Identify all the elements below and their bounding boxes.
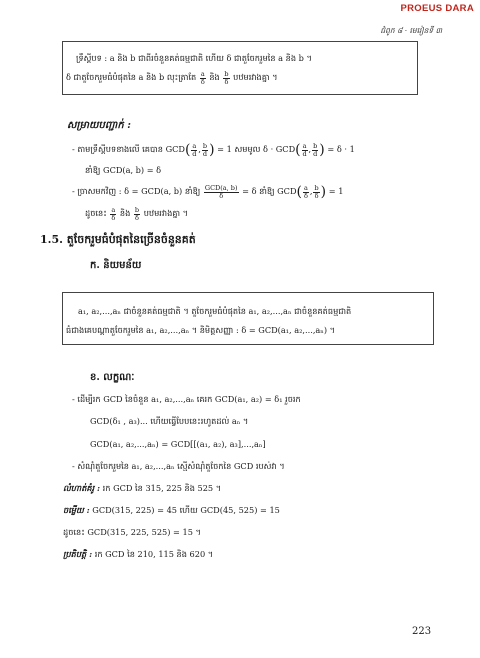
fraction: $\frac{b}{d}$ <box>202 142 208 158</box>
fraction: $\frac{b}{\delta}$ <box>314 184 319 200</box>
proof-item-2-and: និង <box>119 208 131 218</box>
proof-item-1-text-a: - តាមទ្រឹស្តីបទខាងលើ គេបាន GCD <box>72 144 185 154</box>
property-1-line-3: GCD(a₁, a₂,...,aₙ) = GCD[[(a₁, a₂), a₃],...,aₙ] <box>90 439 266 449</box>
fraction: $\frac{a}{\delta}$ <box>303 184 308 200</box>
proof-heading: សម្រាយបញ្ជាក់ : <box>67 120 131 131</box>
example-line <box>63 484 221 492</box>
proof-item-2-text-b: = δ នាំឱ្យ GCD <box>242 186 297 196</box>
fraction-a-over-delta: $\frac{a}{\delta}$ <box>200 70 205 86</box>
fraction: $\frac{b}{\delta}$ <box>134 206 140 222</box>
proof-item-1: - តាមទ្រឹស្តីបទខាងលើ គេបាន GCD( $\frac{a}{d}$ , $\frac{b}{d}$ ) = 1 សមមូល δ · GCD( $\frac{a}{d}$ , $\frac{b}{d}$ ) = δ · 1 <box>72 142 355 158</box>
answer-label: ចម្លើយ : <box>63 505 90 515</box>
proof-item-2-conclusion-b: បឋមរវាងគ្នា ។ <box>143 208 189 218</box>
answer-text: GCD(315, 225) = 45 ហើយ GCD(45, 525) = 15 <box>92 505 280 515</box>
fraction: $\frac{a}{d}$ <box>302 142 307 158</box>
theorem-text-b: បឋមរវាងគ្នា ។ <box>233 72 278 82</box>
definition-box <box>62 292 434 345</box>
example-text: រក GCD នៃ 315, 225 និង 525 ។ <box>102 483 222 493</box>
proof-item-2-conclusion-a: ដូចនេះ <box>85 208 107 218</box>
section-title: 1.5. តួចែករួមធំបំផុតនៃច្រើនចំនួនគត់ <box>40 233 196 246</box>
property-2: - សំណុំតួចែករួមនៃ a₁, a₂,...,aₙ ស្មើសំណុំតួចែកនៃ GCD របស់វា ។ <box>72 461 285 471</box>
fraction: $\frac{a}{\delta}$ <box>111 206 116 222</box>
proof-item-2-line-2 <box>85 207 188 221</box>
proof-item-1-line-2: នាំឱ្យ GCD(a, b) = δ <box>85 165 162 175</box>
theorem-box <box>62 41 418 95</box>
exercise-text: រក GCD នៃ 210, 115 និង 620 ។ <box>94 549 214 559</box>
proof-item-1-text-c: = δ · 1 <box>327 144 355 154</box>
example-label: លំហាត់គំរូ : <box>63 483 101 493</box>
fraction: $\frac{b}{d}$ <box>313 142 318 158</box>
subsection-definition: ក. និយមន័យ <box>90 260 142 271</box>
theorem-line-1: ទ្រឹស្តីបទ : a និង b ជាពីរចំនួនគត់ធម្មជាតិ ហើយ δ ជាតួចែករួមនៃ a និង b ។ <box>76 53 312 63</box>
answer-conclusion: ដូចនេះ GCD(315, 225, 525) = 15 ។ <box>63 527 201 537</box>
fraction: $\frac{\text{GCD(a, b)}}{\delta}$ <box>204 184 238 200</box>
fraction-b-over-delta: $\frac{b}{\delta}$ <box>224 70 229 86</box>
proof-item-2: - ច្រាសមកវិញ : δ = GCD(a, b) នាំឱ្យ $\frac{\text{GCD(a, b)}}{\delta}$ = δ នាំឱ្យ GCD( $\frac{a}{\delta}$ , $\frac{b}{\delta}$ ) = 1 <box>72 184 344 200</box>
theorem-and: និង <box>209 72 220 82</box>
theorem-line-2 <box>66 71 278 85</box>
running-head: ជំពូក ៨ · មេរៀនទី ៣ <box>380 26 442 35</box>
property-1-line-2: GCD(δ₁ , a₃)... ហើយធ្វើបែបនេះរហូតដល់ aₙ ។ <box>90 416 249 426</box>
subsection-properties: ខ. លក្ខណៈ <box>90 372 135 383</box>
exercise-label: ប្រតិបត្តិ : <box>63 549 93 559</box>
answer-line <box>63 506 280 514</box>
definition-line-2: ធំជាងគេបណ្ដាតួចែករួមនៃ a₁, a₂,...,aₙ ។ និមិត្តសញ្ញា : δ = GCD(a₁, a₂,...,aₙ) ។ <box>66 325 336 335</box>
property-1: - ដើម្បីរក GCD នៃចំនួន a₁, a₂,...,aₙ គេរក GCD(a₁, a₂) = δ₁ រួចរក <box>72 394 301 404</box>
fraction: $\frac{a}{d}$ <box>192 142 197 158</box>
proof-item-2-text-c: = 1 <box>328 186 344 196</box>
definition-line-1: a₁, a₂,...,aₙ ជាចំនួនគត់ធម្មជាតិ ។ តួចែករួមធំបំផុតនៃ a₁, a₂,...,aₙ ជាចំនួនគត់ធម្មជាតិ <box>78 306 352 316</box>
page-number: 223 <box>412 626 432 637</box>
proof-item-2-text-a: - ច្រាសមកវិញ : δ = GCD(a, b) នាំឱ្យ <box>72 186 201 196</box>
proof-item-1-text-b: = 1 សមមូល δ · GCD <box>217 144 296 154</box>
publisher-brand: PROEUS DARA <box>400 3 474 14</box>
theorem-text-a: δ ជាតួចែករួមធំបំផុតនៃ a និង b លុះត្រាតែ <box>66 72 197 82</box>
exercise-line <box>63 550 213 558</box>
